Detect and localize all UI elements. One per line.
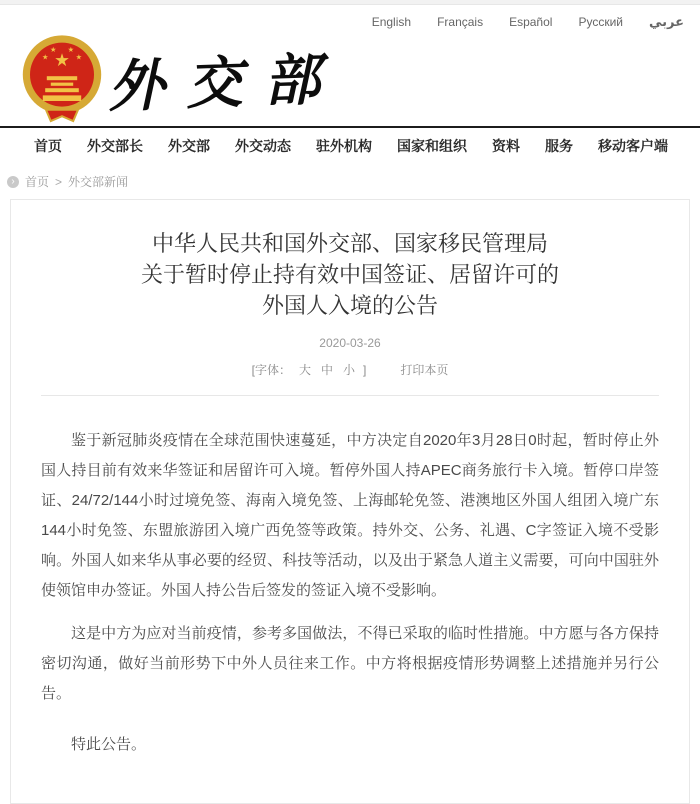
lang-spanish[interactable]: Español (509, 15, 553, 29)
page-title-line-3: 外国人入境的公告 (261, 293, 438, 318)
page-title-line-1: 中华人民共和国外交部、国家移民管理局 (151, 231, 548, 256)
svg-text:★: ★ (75, 52, 83, 62)
lang-russian[interactable]: Русский (578, 15, 623, 29)
lang-arabic[interactable]: عربي (648, 14, 684, 29)
font-size-label-suffix: ] (363, 362, 367, 377)
nav-item-foreign-minister[interactable]: 外交部长 (87, 138, 143, 154)
nav-item-countries-organizations[interactable]: 国家和组织 (397, 138, 467, 154)
article-body (41, 426, 659, 760)
site-header (0, 31, 700, 126)
breadcrumb-circle-icon: › (7, 176, 19, 188)
breadcrumb-current: 外交部新闻 (68, 175, 129, 189)
language-bar (0, 5, 700, 31)
article-container (10, 199, 690, 804)
article-paragraph-1: 鉴于新冠肺炎疫情在全球范围快速蔓延，中方决定自2020年3月28日0时起，暂时停止外国人持目前有效来华签证和居留许可入境。暂停外国人持APEC商务旅行卡入境。暂停口岸签证、24/72/144小时过境免签、海南入境免签、上海邮轮免签、港澳地区外国人组团入境广东144小时免签、东盟旅游团入境广西免签等政策。持外交、公务、礼遇、C字签证入境不受影响。外国人如来华从事必要的经贸、科技等活动，以及出于紧急人道主义需要，可向中国驻外使领馆申办签证。外国人持公告后签发的签证入境不受影响。 (41, 432, 659, 599)
article-paragraph-2: 这是中方为应对当前疫情，参考多国做法，不得已采取的临时性措施。中方愿与各方保持密切沟通，做好当前形势下中外人员往来工作。中方将根据疫情形势调整上述措施并另行公告。 (41, 625, 659, 702)
breadcrumb (0, 164, 700, 199)
breadcrumb-home-link[interactable]: 首页 (25, 175, 50, 189)
svg-text:★: ★ (67, 45, 75, 55)
article-meta-bar (41, 361, 659, 378)
page-title (41, 228, 659, 321)
breadcrumb-separator: > (55, 174, 63, 189)
print-page-button[interactable]: 打印本页 (400, 363, 449, 377)
publish-date: 2020-03-26 (319, 336, 381, 350)
lang-french[interactable]: Français (437, 15, 484, 29)
page-title-line-2: 关于暂时停止持有效中国签证、居留许可的 (140, 262, 559, 287)
svg-text:★: ★ (54, 49, 70, 70)
china-national-emblem-icon[interactable] (22, 33, 102, 130)
svg-text:★: ★ (49, 45, 57, 55)
nav-item-diplomatic-activities[interactable]: 外交动态 (235, 138, 291, 154)
emblem-svg (22, 33, 102, 125)
font-size-large-button[interactable]: 大 (298, 363, 311, 377)
svg-text:★: ★ (41, 52, 49, 62)
nav-item-ministry[interactable]: 外交部 (168, 138, 210, 154)
ministry-calligraphy-logo[interactable]: 外交部 (107, 46, 344, 121)
nav-item-missions-abroad[interactable]: 驻外机构 (316, 138, 372, 154)
article-paragraph-3: 特此公告。 (71, 736, 147, 753)
nav-item-home[interactable]: 首页 (34, 138, 62, 154)
nav-item-services[interactable]: 服务 (545, 138, 573, 154)
nav-item-resources[interactable]: 资料 (492, 138, 520, 154)
font-size-label-prefix: [字体： (251, 363, 291, 377)
font-size-medium-button[interactable]: 中 (320, 363, 333, 377)
lang-english[interactable]: English (371, 15, 412, 29)
main-nav (0, 126, 700, 164)
font-size-small-button[interactable]: 小 (343, 363, 356, 377)
title-body-divider (41, 395, 659, 396)
nav-item-mobile-app[interactable]: 移动客户端 (598, 138, 668, 154)
